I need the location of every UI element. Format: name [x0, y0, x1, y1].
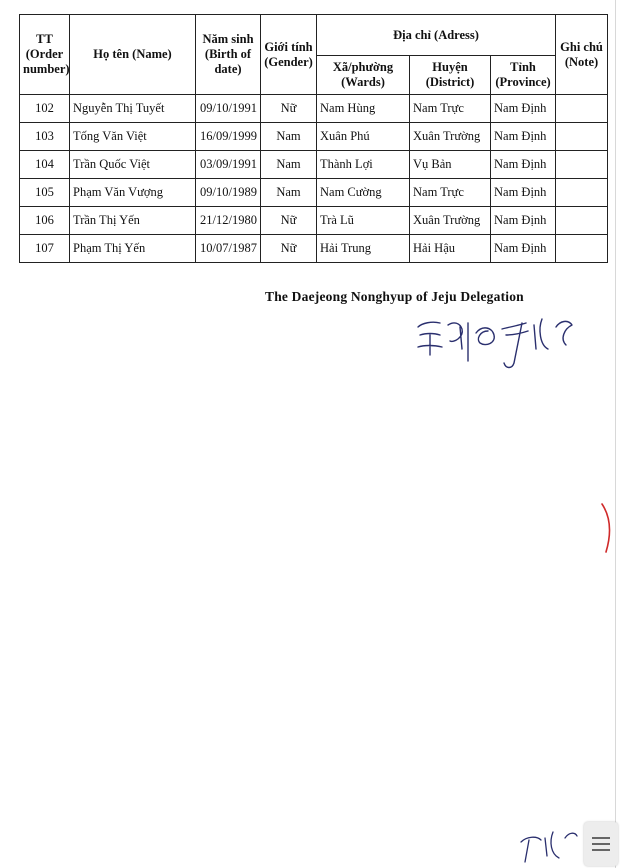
cell-note [556, 123, 608, 151]
menu-line [592, 843, 610, 845]
cell-ward: Thành Lợi [317, 151, 410, 179]
cell-birth: 10/07/1987 [196, 235, 261, 263]
hamburger-menu-icon[interactable] [584, 822, 618, 866]
menu-line [592, 849, 610, 851]
cell-gender: Nữ [261, 235, 317, 263]
header-order-label: TT (Order number) [23, 32, 70, 76]
delegation-roster-table [19, 14, 608, 263]
cell-name: Phạm Thị Yến [70, 235, 196, 263]
table-row [20, 123, 608, 151]
cell-note [556, 235, 608, 263]
cell-province: Nam Định [491, 123, 556, 151]
header-note-label: Ghi chú (Note) [560, 39, 603, 69]
table-row [20, 179, 608, 207]
cell-order: 107 [20, 235, 70, 263]
cell-birth: 16/09/1999 [196, 123, 261, 151]
cell-ward: Xuân Phú [317, 123, 410, 151]
cell-birth: 09/10/1991 [196, 95, 261, 123]
header-gender-label: Giới tính (Gender) [264, 39, 313, 69]
cell-name: Tống Văn Việt [70, 123, 196, 151]
cell-gender: Nam [261, 179, 317, 207]
header-district-label: Huyện (District) [425, 60, 475, 89]
header-name-label: Họ tên (Name) [93, 47, 172, 61]
cell-order: 105 [20, 179, 70, 207]
table-row [20, 95, 608, 123]
cell-birth: 09/10/1989 [196, 179, 261, 207]
page-edge [615, 0, 616, 868]
cell-province: Nam Định [491, 95, 556, 123]
cell-order: 104 [20, 151, 70, 179]
header-note [556, 15, 608, 95]
menu-line [592, 837, 610, 839]
cell-note [556, 179, 608, 207]
cell-name: Trần Thị Yến [70, 207, 196, 235]
header-address [317, 15, 556, 56]
table-row [20, 207, 608, 235]
cell-district: Vụ Bản [410, 151, 491, 179]
cell-province: Nam Định [491, 235, 556, 263]
cell-ward: Nam Hùng [317, 95, 410, 123]
cell-ward: Nam Cường [317, 179, 410, 207]
cell-province: Nam Định [491, 207, 556, 235]
cell-district: Nam Trực [410, 179, 491, 207]
header-birth-label: Năm sinh (Birth of date) [202, 32, 254, 76]
cell-gender: Nữ [261, 95, 317, 123]
header-district [410, 56, 491, 95]
cell-order: 103 [20, 123, 70, 151]
handwritten-signature [410, 305, 590, 375]
header-birth [196, 15, 261, 95]
cell-note [556, 151, 608, 179]
cell-district: Nam Trực [410, 95, 491, 123]
cell-province: Nam Định [491, 179, 556, 207]
table-row [20, 151, 608, 179]
cell-note [556, 207, 608, 235]
cell-birth: 03/09/1991 [196, 151, 261, 179]
cell-district: Hải Hậu [410, 235, 491, 263]
header-order [20, 15, 70, 95]
header-province-label: Tỉnh (Province) [495, 60, 551, 89]
cell-order: 106 [20, 207, 70, 235]
cell-district: Xuân Trường [410, 207, 491, 235]
header-name [70, 15, 196, 95]
table-header-row [20, 15, 608, 56]
delegation-signature-title: The Daejeong Nonghyup of Jeju Delegation [265, 289, 524, 304]
header-wards-label: Xã/phường (Wards) [332, 60, 394, 89]
cell-order: 102 [20, 95, 70, 123]
table-row [20, 235, 608, 263]
cell-name: Trần Quốc Việt [70, 151, 196, 179]
cell-gender: Nam [261, 151, 317, 179]
cell-name: Nguyễn Thị Tuyết [70, 95, 196, 123]
header-wards [317, 56, 410, 95]
header-address-label: Địa chỉ (Adress) [393, 27, 479, 42]
red-stamp-edge-mark [598, 500, 616, 560]
cell-note [556, 95, 608, 123]
header-province [491, 56, 556, 95]
cell-ward: Trà Lũ [317, 207, 410, 235]
header-gender [261, 15, 317, 95]
cell-province: Nam Định [491, 151, 556, 179]
cell-ward: Hải Trung [317, 235, 410, 263]
cell-gender: Nam [261, 123, 317, 151]
cell-district: Xuân Trường [410, 123, 491, 151]
initials-signature [515, 822, 581, 866]
cell-birth: 21/12/1980 [196, 207, 261, 235]
cell-name: Phạm Văn Vượng [70, 179, 196, 207]
cell-gender: Nữ [261, 207, 317, 235]
